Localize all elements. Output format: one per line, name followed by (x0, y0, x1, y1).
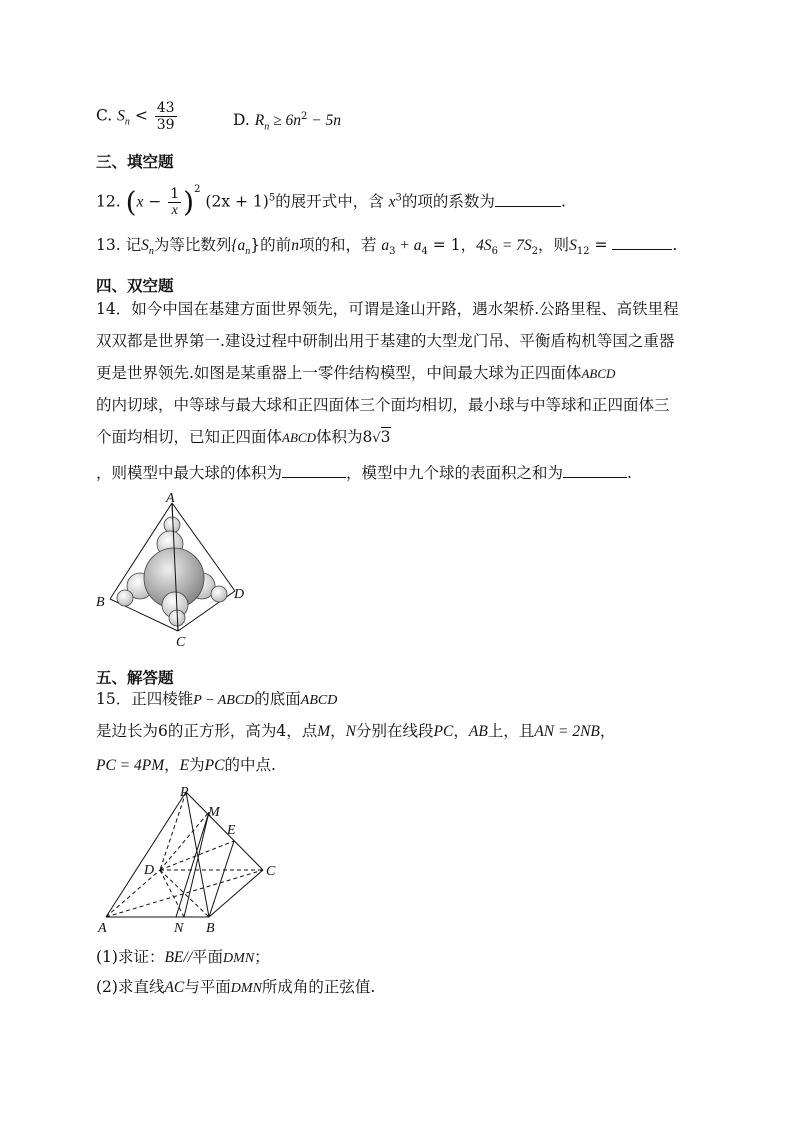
answer-blank-2[interactable] (563, 463, 627, 478)
vertex-label-c: C (266, 864, 276, 879)
small-sphere-right (211, 586, 227, 602)
question-14-line-5: 个面均相切，已知正四面体ABCD体积为8√3 (96, 428, 391, 446)
answer-blank[interactable] (495, 192, 561, 207)
question-14-line-1: 14．如今中国在基建方面世界领先，可谓是逢山开路，遇水架桥.公路里程、高铁里程 (96, 300, 679, 318)
point-label-e: E (227, 823, 236, 838)
point-label-n: N (174, 921, 184, 936)
tetrahedron-spheres-figure (90, 488, 260, 648)
pyramid-figure (96, 782, 296, 938)
vertex-label-b: B (206, 921, 215, 936)
small-sphere-left (117, 590, 133, 606)
vertex-label-a: A (166, 491, 175, 506)
vertex-label-p: P (180, 785, 189, 800)
question-14-line-3: 更是世界领先.如图是某重器上一零件结构模型，中间最大球为正四面体ABCD (96, 364, 616, 382)
part-1: (1)求证：BE//平面DMN； (96, 948, 270, 966)
answer-blank-1[interactable] (282, 463, 346, 478)
section-title-double-blank: 四、双空题 (96, 277, 174, 295)
vertex-label-a: A (98, 921, 107, 936)
question-15-line-2: 是边长为6的正方形，高为4，点M，N分别在线段PC，AB上，且AN = 2NB， (96, 722, 616, 740)
question-15-line-1: 15．正四棱锥P − ABCD的底面ABCD (96, 690, 338, 708)
question-14-line-4: 的内切球，中等球与最大球和正四面体三个面均相切，最小球与中等球和正四面体三 (96, 396, 670, 414)
fraction-43-39: $\frac{43}{39}$ (156, 100, 175, 133)
question-13: 13. 记$S_n$为等比数列$\{a_n\}$的前n项的和，若 $a_3 + a_4 = 1$，$4S_6 = 7S_2$，则$S_{12}$ = . (96, 236, 678, 258)
part-2: (2)求直线AC与平面DMN所成角的正弦值. (96, 978, 376, 996)
question-12: 12. (x − $\frac{1}{x}$ )$^2$ $(2x + 1)^5$的展开式中，含 $x^3$的项的系数为 . (96, 184, 566, 219)
option-d: D. $R_n \ge 6n^2 - 5n$ (233, 111, 342, 133)
section-title-solution: 五、解答题 (96, 669, 174, 687)
question-14-line-6: ，则模型中最大球的体积为 ，模型中九个球的表面积之和为 . (96, 464, 632, 482)
question-14-line-2: 双双都是世界第一.建设过程中研制出用于基建的大型龙门吊、平衡盾构机等国之重器 (96, 332, 675, 350)
vertex-label-d: D (144, 863, 155, 878)
question-15-line-3: PC = 4PM，E为PC的中点. (96, 756, 276, 774)
point-label-m: M (208, 805, 220, 820)
vertex-label-b: B (96, 595, 105, 610)
vertex-label-d: D (234, 587, 245, 602)
answer-blank[interactable] (612, 235, 672, 250)
option-c: C. $S_n$ < $\frac{43}{39}$ (96, 100, 175, 133)
section-title-fill-blank: 三、填空题 (96, 153, 174, 171)
small-sphere-top (164, 517, 180, 533)
vertex-label-c: C (176, 635, 186, 648)
